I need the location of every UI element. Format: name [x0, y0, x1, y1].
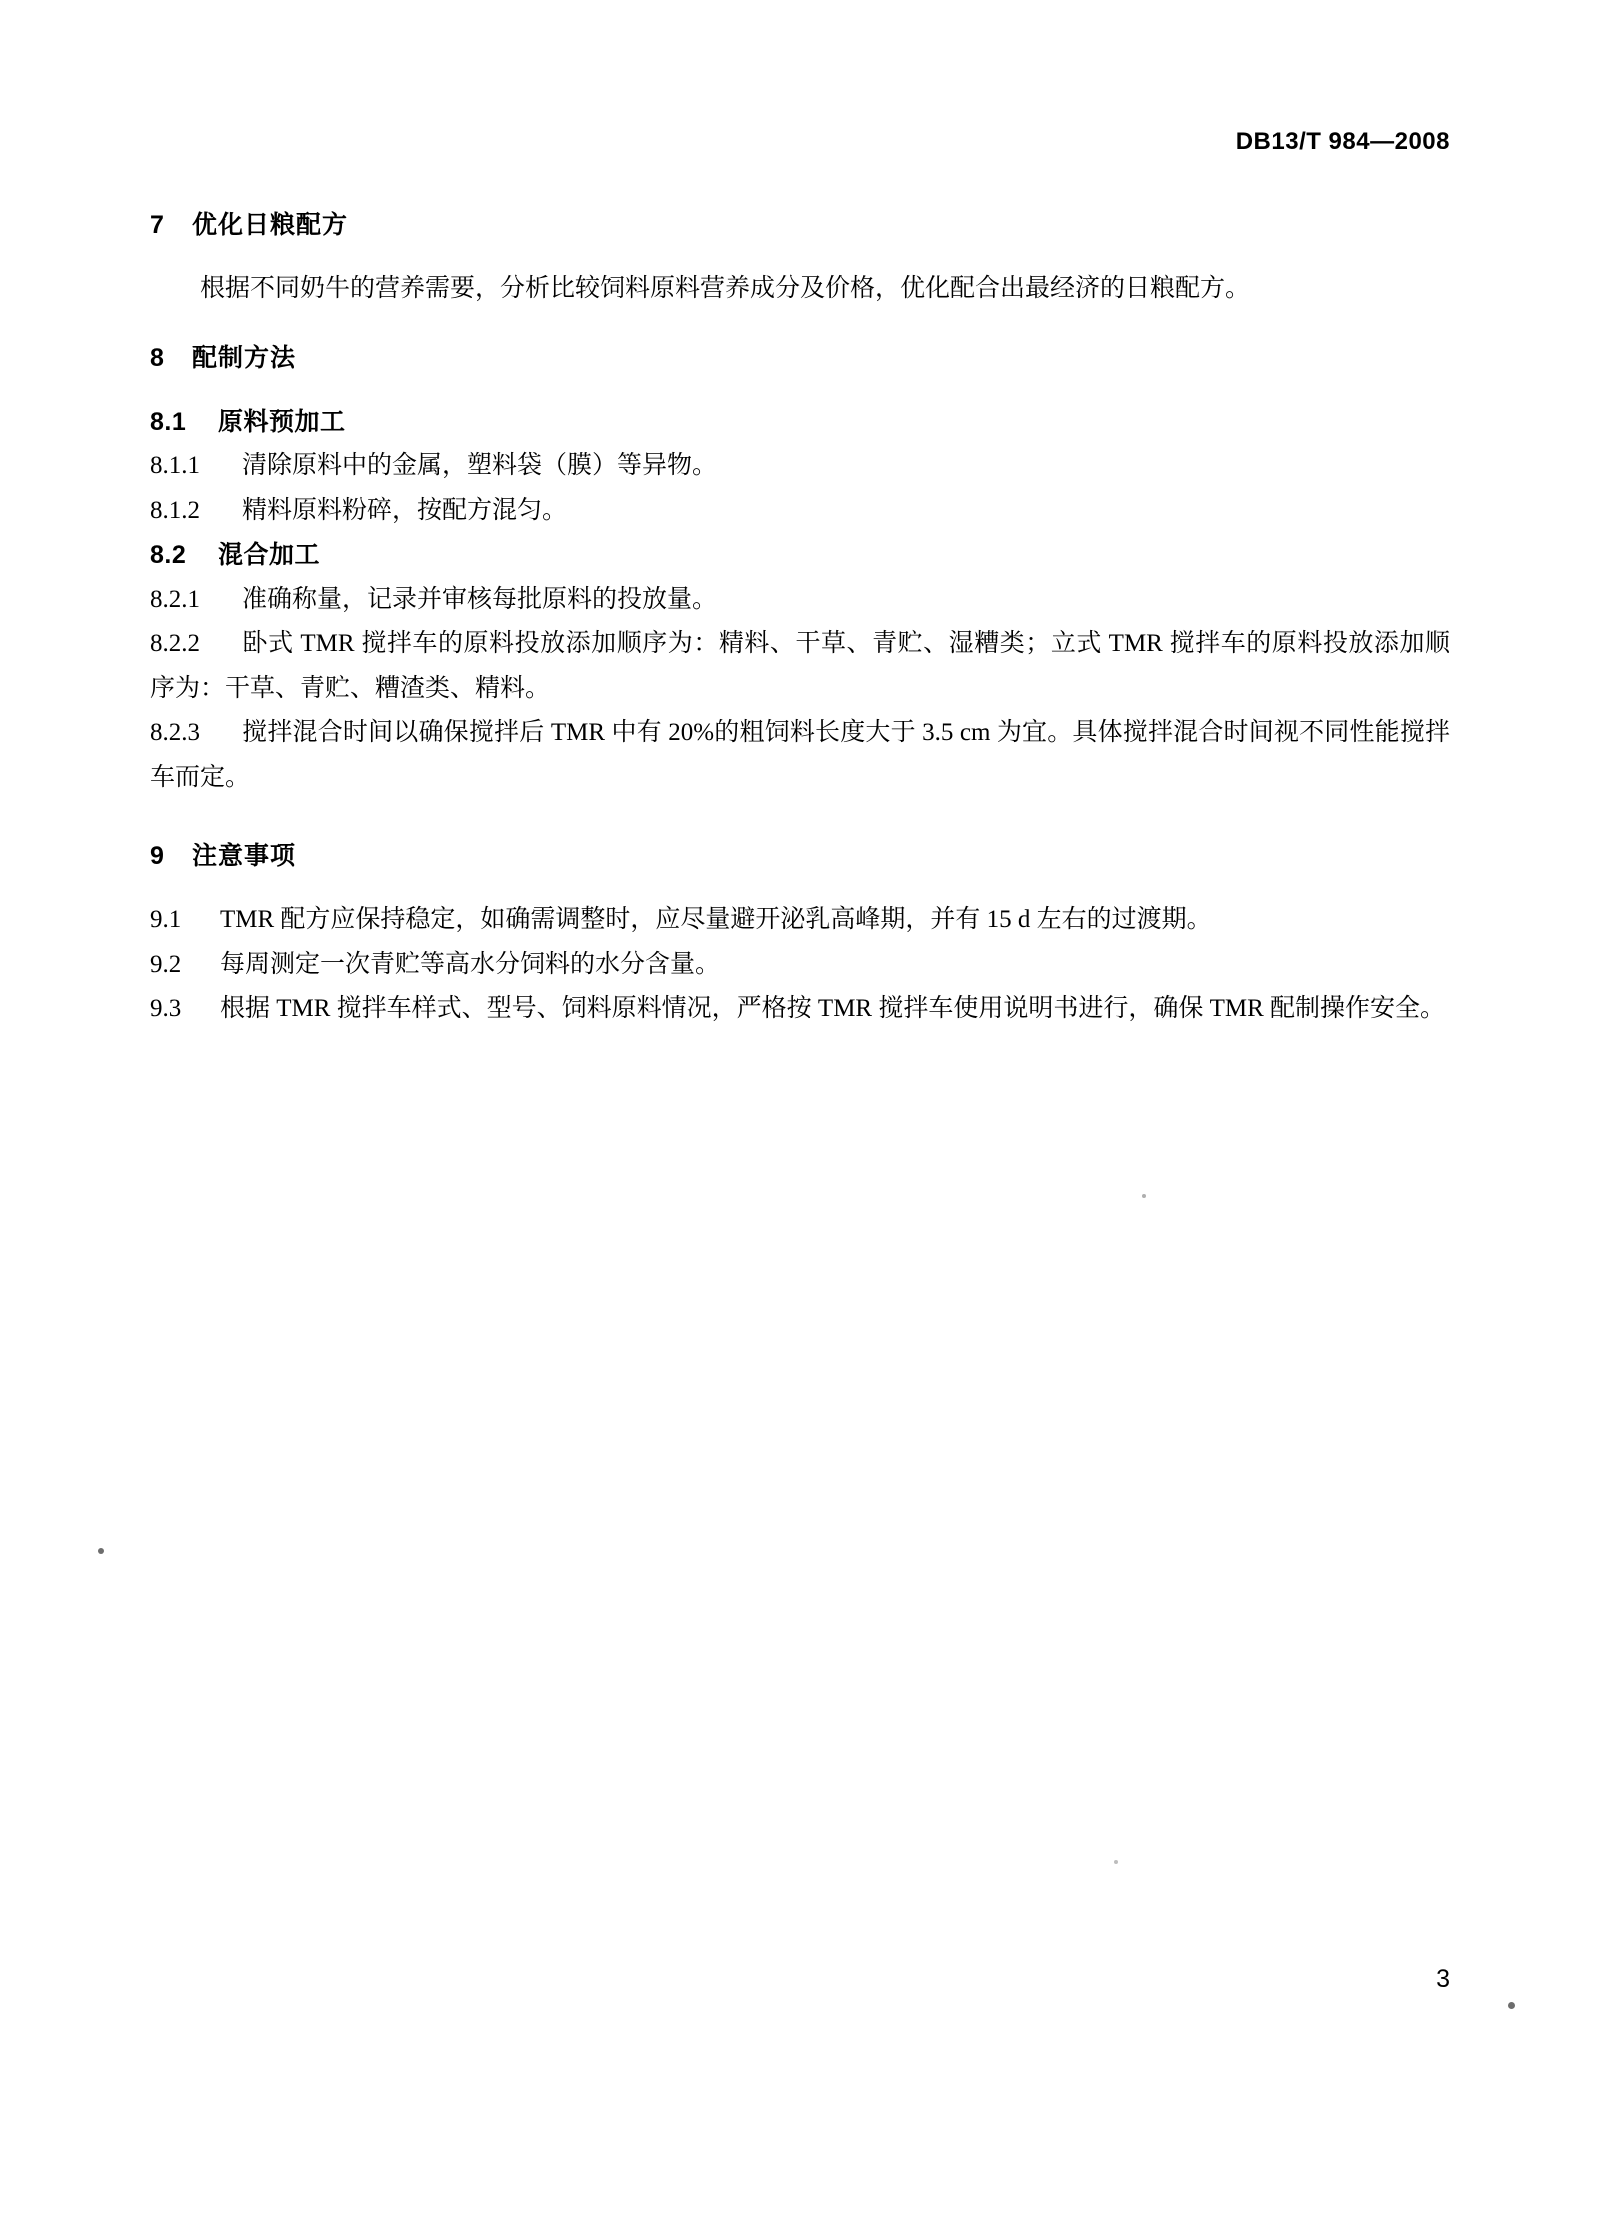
clause-8-2-1-text: 准确称量，记录并审核每批原料的投放量。 [242, 585, 718, 613]
section-8-title: 配制方法 [192, 343, 297, 372]
section-heading-8 [150, 338, 1450, 374]
clause-8-2-3-number: 8.2.3 [150, 719, 200, 746]
clause-9-3-text: 根据 TMR 搅拌车样式、型号、饲料原料情况，严格按 TMR 搅拌车使用说明书进行，确保 TMR 配制操作安全。 [220, 995, 1446, 1022]
section-7-paragraph: 根据不同奶牛的营养需要，分析比较饲料原料营养成分及价格，优化配合出最经济的日粮配方。 [200, 275, 1251, 302]
section-7-title: 优化日粮配方 [192, 211, 349, 239]
clause-8-2-3 [150, 711, 1450, 800]
section-heading-7 [150, 205, 1450, 241]
subsection-8-1-number: 8.1 [150, 407, 187, 436]
clause-9-1-number: 9.1 [150, 906, 182, 933]
scan-artifact [1114, 1860, 1118, 1864]
clause-8-2-1 [150, 578, 1450, 623]
clause-9-2-number: 9.2 [150, 950, 182, 978]
subsection-heading-8-1 [150, 400, 1450, 445]
section-9-title: 注意事项 [192, 842, 297, 870]
scan-artifact [1142, 1194, 1146, 1198]
standard-number: DB13/T 984—2008 [1235, 128, 1450, 155]
clause-9-3-number: 9.3 [150, 995, 182, 1022]
clause-8-2-2 [150, 622, 1450, 711]
scan-artifact [1508, 2002, 1515, 2009]
page-number: 3 [1436, 1965, 1450, 1993]
clause-8-1-1-text: 清除原料中的金属，塑料袋（膜）等异物。 [242, 452, 718, 479]
clause-8-2-2-number: 8.2.2 [150, 630, 200, 657]
section-7-number: 7 [150, 211, 165, 239]
page-header [150, 128, 1450, 156]
clause-9-1 [150, 898, 1450, 943]
clause-8-1-1 [150, 444, 1450, 489]
clause-9-1-text: TMR 配方应保持稳定，如确需调整时，应尽量避开泌乳高峰期，并有 15 d 左右的过渡期。 [220, 906, 1212, 933]
clause-8-1-1-number: 8.1.1 [150, 452, 200, 479]
clause-8-1-2-number: 8.1.2 [150, 496, 200, 524]
clause-9-3 [150, 987, 1450, 1032]
document-body [150, 205, 1450, 1032]
subsection-8-2-number: 8.2 [150, 541, 187, 569]
clause-8-1-2 [150, 489, 1450, 534]
clause-8-2-1-number: 8.2.1 [150, 585, 200, 613]
scan-artifact [98, 1548, 104, 1554]
clause-8-2-2-text: 卧式 TMR 搅拌车的原料投放添加顺序为：精料、干草、青贮、湿糟类；立式 TMR 搅拌车的原料投放添加顺序为：干草、青贮、糟渣类、精料。 [150, 630, 1450, 702]
subsection-8-2-title: 混合加工 [218, 541, 321, 569]
section-9-number: 9 [150, 842, 165, 870]
subsection-heading-8-2 [150, 533, 1450, 578]
clause-9-2-text: 每周测定一次青贮等高水分饲料的水分含量。 [220, 950, 721, 978]
clause-9-2 [150, 943, 1450, 988]
clause-8-2-3-text: 搅拌混合时间以确保搅拌后 TMR 中有 20%的粗饲料长度大于 3.5 cm 为宜。具体搅拌混合时间视不同性能搅拌车而定。 [150, 719, 1450, 791]
clause-8-1-2-text: 精料原料粉碎，按配方混匀。 [242, 496, 568, 524]
section-heading-9 [150, 836, 1450, 872]
section-8-number: 8 [150, 343, 165, 372]
subsection-8-1-title: 原料预加工 [218, 407, 346, 436]
